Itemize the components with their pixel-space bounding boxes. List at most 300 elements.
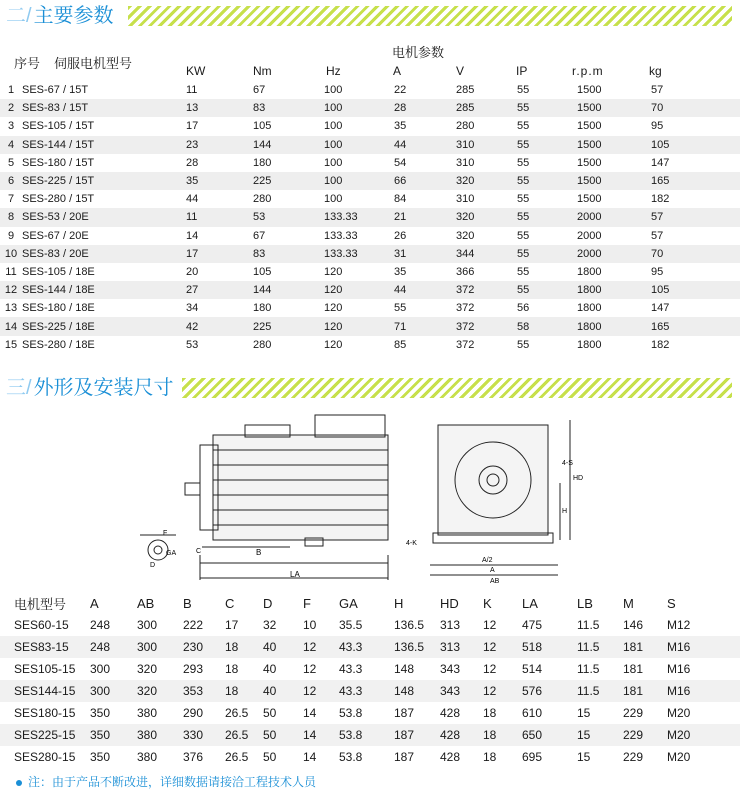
table-cell: 225	[253, 317, 324, 335]
table-cell: 1500	[577, 172, 651, 190]
unit-kg: kg	[649, 64, 662, 78]
table-cell: 181	[623, 636, 667, 658]
table-cell: 350	[90, 706, 111, 720]
table-cell: 43.3	[339, 662, 363, 676]
table-cell: 18	[483, 706, 497, 720]
table-cell: 518	[522, 636, 577, 658]
dimensions-table	[0, 592, 740, 768]
table-row	[0, 190, 740, 208]
table-cell: 320	[456, 229, 475, 242]
dim-ga-label: GA	[166, 550, 177, 557]
table-row	[0, 317, 740, 335]
table-cell: 18	[225, 680, 263, 702]
table-cell: 84	[394, 193, 407, 206]
table-cell: 222	[183, 618, 204, 632]
table-cell: 55	[517, 265, 530, 278]
table-cell: SES-105 / 18E	[22, 265, 95, 278]
table-cell: 15	[577, 724, 623, 746]
table-cell: 300	[90, 662, 111, 676]
table-cell: 320	[456, 172, 517, 190]
table-cell: 120	[324, 265, 343, 278]
table-cell: 85	[394, 338, 407, 351]
table-cell: 55	[517, 136, 577, 154]
table-cell: 310	[456, 136, 517, 154]
unit-kw: KW	[186, 64, 206, 78]
table-cell: 380	[137, 750, 158, 764]
table-cell: 27	[186, 281, 253, 299]
dim-k4-label: 4-K	[406, 540, 417, 547]
table-cell: 40	[263, 662, 277, 676]
table-cell: 353	[183, 680, 225, 702]
column-header: 电机型号	[14, 596, 67, 612]
dim-h-label: H	[562, 508, 568, 515]
table-cell: 34	[186, 302, 199, 315]
table-cell: 55	[517, 156, 530, 169]
table-row	[0, 245, 740, 263]
table-cell: M20	[667, 724, 740, 746]
table-cell: 43.3	[339, 680, 394, 702]
table-cell: 53.8	[339, 706, 363, 720]
table-cell: 330	[183, 724, 225, 746]
table-cell: 7	[7, 193, 15, 206]
table-cell: 1800	[577, 302, 602, 315]
dim-d-label: D	[150, 562, 156, 569]
table-cell: 1800	[577, 338, 602, 351]
table-cell: 2000	[577, 245, 651, 263]
table-cell: 70	[651, 245, 740, 263]
table-cell: 230	[183, 636, 225, 658]
table-cell: 20	[186, 265, 199, 278]
table-cell: 650	[522, 724, 577, 746]
dim-b-label: B	[256, 548, 262, 557]
table-cell: 10	[0, 245, 22, 263]
table-cell: 376	[183, 750, 204, 764]
table-cell: 95	[651, 265, 664, 278]
table-row	[0, 208, 740, 226]
table-cell: 144	[253, 136, 324, 154]
column-header: B	[183, 595, 192, 611]
table-cell: 53	[186, 338, 199, 351]
col-model-header: 伺服电机型号	[54, 56, 133, 71]
table-cell: 14	[303, 724, 339, 746]
motor-body-side	[213, 435, 388, 540]
unit-nm: Nm	[253, 64, 272, 78]
dim-ab-label: AB	[490, 578, 500, 585]
table-cell: 50	[263, 706, 277, 720]
table-cell: 100	[324, 193, 343, 206]
table-cell: 366	[456, 265, 475, 278]
table-cell: 55	[517, 281, 577, 299]
unit-v: V	[456, 64, 465, 78]
table-cell: 31	[394, 245, 456, 263]
table-cell: 12	[483, 680, 522, 702]
table-cell: 576	[522, 680, 577, 702]
table-row	[0, 658, 740, 680]
table-cell: 11.5	[577, 636, 623, 658]
table-cell: 11	[5, 265, 17, 278]
table-cell: SES-280 / 15T	[22, 193, 95, 206]
column-header: GA	[339, 595, 358, 611]
table-cell: 11.5	[577, 662, 600, 676]
table-cell: SES180-15	[14, 706, 76, 720]
table-cell: 100	[324, 136, 394, 154]
table-cell: 6	[0, 172, 22, 190]
table-cell: M20	[667, 750, 691, 764]
table-cell: 14	[0, 317, 22, 335]
column-header: AB	[137, 595, 155, 611]
table-cell: 11	[186, 208, 253, 226]
table-cell: 71	[394, 317, 456, 335]
chevron-decoration	[128, 6, 732, 26]
table-cell: 5	[7, 156, 15, 169]
table-cell: 53.8	[339, 750, 363, 764]
column-header: H	[394, 595, 404, 611]
table-cell: 428	[440, 724, 483, 746]
table-cell: 55	[517, 84, 530, 97]
table-cell: 428	[440, 706, 461, 720]
table-row	[0, 636, 740, 658]
table-cell: 44	[186, 193, 199, 206]
table-cell: 280	[456, 120, 475, 133]
column-header: LB	[577, 595, 593, 611]
table-cell: 55	[517, 99, 577, 117]
table-cell: 182	[651, 193, 670, 206]
table-cell: SES105-15	[14, 662, 76, 676]
table-cell: 14	[303, 706, 317, 720]
unit-a: A	[393, 64, 402, 78]
table-cell: 12	[303, 636, 339, 658]
table-cell: 57	[651, 84, 664, 97]
table-cell: 372	[456, 338, 475, 351]
col-seq-header: 序号	[14, 56, 41, 71]
table-cell: 180	[253, 302, 272, 315]
table-cell: 100	[324, 172, 394, 190]
table-cell: 18	[225, 662, 239, 676]
table-row	[0, 136, 740, 154]
dim-hd-label: HD	[573, 475, 584, 482]
table-cell: SES-67 / 20E	[22, 229, 89, 242]
table-cell: 105	[651, 136, 740, 154]
table-cell: 225	[253, 172, 324, 190]
table-cell: 17	[186, 120, 199, 133]
table-cell: 310	[456, 193, 475, 206]
column-header: LA	[522, 595, 538, 611]
table-cell: 50	[263, 724, 303, 746]
table-cell: 1500	[577, 99, 651, 117]
table-cell: 83	[253, 99, 324, 117]
table-row	[0, 724, 740, 746]
table-row	[0, 172, 740, 190]
table-cell: SES-83 / 20E	[22, 245, 186, 263]
table-cell: 350	[90, 750, 111, 764]
table-cell: 12	[483, 662, 497, 676]
table-cell: 35	[186, 172, 253, 190]
dim-a-label: A	[490, 567, 495, 574]
dim-s4-label: 4-S	[562, 460, 573, 467]
table-cell: SES-225 / 15T	[22, 172, 186, 190]
table-cell: 50	[263, 750, 277, 764]
table-cell: 26	[394, 229, 407, 242]
table-cell: 320	[137, 680, 183, 702]
column-header: M	[623, 595, 634, 611]
table-cell: 136.5	[394, 618, 425, 632]
table-cell: 22	[394, 84, 407, 97]
unit-hz: Hz	[326, 64, 341, 78]
table-cell: 42	[186, 317, 253, 335]
table-cell: 300	[137, 618, 158, 632]
table-cell: SES-105 / 15T	[22, 120, 95, 133]
table-cell: 18	[483, 724, 522, 746]
table-cell: 12	[303, 680, 339, 702]
section-title: 三/ 外形及安装尺寸	[6, 377, 174, 399]
table-cell: 181	[623, 662, 644, 676]
table-cell: 18	[225, 636, 263, 658]
table-cell: 12	[483, 618, 497, 632]
table-cell: 15	[577, 706, 591, 720]
section-header-dimensions	[0, 374, 740, 402]
column-header: HD	[440, 595, 459, 611]
table-cell: 12	[303, 662, 317, 676]
table-cell: 95	[651, 120, 664, 133]
table-cell: 187	[394, 724, 440, 746]
table-cell: 67	[253, 84, 266, 97]
table-cell: 100	[324, 120, 343, 133]
table-cell: 182	[651, 338, 670, 351]
table-cell: 165	[651, 172, 740, 190]
table-cell: 343	[440, 680, 483, 702]
table-cell: 23	[186, 136, 253, 154]
group-header: 电机参数	[392, 45, 445, 60]
table-row	[0, 299, 740, 317]
column-header: K	[483, 595, 492, 611]
section-title-text: 主要参数	[33, 5, 114, 27]
table-cell: 147	[651, 302, 670, 315]
column-header: A	[90, 595, 99, 611]
table-cell: 180	[253, 156, 272, 169]
table-cell: 350	[90, 724, 137, 746]
table-cell: 695	[522, 750, 543, 764]
footnote-text: 注：由于产品不断改进，详细数据请接洽工程技术人员	[28, 775, 317, 789]
table-cell: 28	[186, 156, 199, 169]
table-cell: M16	[667, 636, 740, 658]
table-row	[0, 680, 740, 702]
table-cell: 55	[517, 120, 530, 133]
table-cell: 9	[7, 229, 15, 242]
table-cell: 4	[0, 136, 22, 154]
table-cell: 105	[253, 265, 272, 278]
table-cell: SES144-15	[0, 680, 90, 702]
table-cell: 1800	[577, 317, 651, 335]
table-cell: SES-280 / 18E	[22, 338, 95, 351]
table-cell: 1500	[577, 193, 602, 206]
table-cell: 17	[186, 245, 253, 263]
table-cell: 428	[440, 750, 461, 764]
table-cell: 11.5	[577, 680, 623, 702]
footnote	[16, 773, 316, 790]
table-cell: 148	[394, 680, 440, 702]
table-cell: SES-67 / 15T	[22, 84, 89, 97]
table-cell: 26.5	[225, 724, 263, 746]
table-cell: 83	[253, 245, 324, 263]
table-cell: 120	[324, 317, 394, 335]
table-cell: 55	[517, 172, 577, 190]
table-cell: 100	[324, 99, 394, 117]
table-cell: 17	[225, 618, 239, 632]
table-cell: 14	[303, 750, 317, 764]
table-row	[0, 263, 740, 281]
params-table-header	[0, 38, 740, 80]
table-cell: 15	[4, 338, 18, 351]
table-cell: 11.5	[577, 618, 600, 632]
table-cell: M16	[667, 680, 740, 702]
table-cell: 21	[394, 208, 456, 226]
section-header-params	[0, 2, 740, 30]
table-cell: 136.5	[394, 636, 440, 658]
table-cell: 2000	[577, 208, 651, 226]
table-cell: 165	[651, 317, 740, 335]
table-cell: 1800	[577, 281, 651, 299]
table-cell: SES225-15	[0, 724, 90, 746]
table-cell: 133.33	[324, 208, 394, 226]
table-cell: 344	[456, 245, 517, 263]
table-cell: SES280-15	[14, 750, 76, 764]
table-cell: 229	[623, 724, 667, 746]
table-cell: 100	[324, 156, 343, 169]
column-header: C	[225, 595, 235, 611]
table-cell: 28	[394, 99, 456, 117]
table-row	[0, 81, 740, 99]
table-cell: 133.33	[324, 229, 358, 242]
table-cell: 380	[137, 724, 183, 746]
table-cell: 55	[517, 229, 530, 242]
table-cell: 55	[517, 193, 530, 206]
table-cell: SES-83 / 15T	[22, 99, 186, 117]
table-cell: 120	[324, 302, 343, 315]
table-cell: 146	[623, 618, 644, 632]
table-cell: 12	[483, 636, 522, 658]
table-cell: SES-144 / 18E	[22, 281, 186, 299]
table-row	[0, 702, 740, 724]
table-cell: 105	[253, 120, 272, 133]
table-cell: 229	[623, 706, 644, 720]
table-cell: 43.3	[339, 636, 394, 658]
table-cell: SES-180 / 18E	[22, 302, 95, 315]
motor-dimension-drawing	[130, 405, 590, 585]
table-cell: SES83-15	[0, 636, 90, 658]
table-cell: 313	[440, 618, 461, 632]
table-cell: 300	[90, 680, 137, 702]
table-cell: 55	[394, 302, 407, 315]
table-cell: 187	[394, 750, 415, 764]
table-cell: 514	[522, 662, 543, 676]
bullet-icon	[16, 780, 22, 786]
table-cell: 44	[394, 136, 456, 154]
unit-ip: IP	[516, 64, 528, 78]
table-cell: 10	[303, 618, 317, 632]
table-cell: 610	[522, 706, 543, 720]
table-cell: 15	[577, 750, 591, 764]
section-title-text: 外形及安装尺寸	[33, 377, 174, 399]
table-cell: 372	[456, 302, 475, 315]
table-cell: 248	[90, 636, 137, 658]
table-cell: 26.5	[225, 706, 249, 720]
table-row	[0, 99, 740, 117]
section-number: 二	[6, 5, 26, 27]
table-cell: 313	[440, 636, 483, 658]
table-row	[0, 154, 740, 172]
table-cell: 55	[517, 338, 530, 351]
table-cell: 181	[623, 680, 667, 702]
table-cell: 229	[623, 750, 644, 764]
table-cell: M12	[667, 618, 691, 632]
table-cell: 18	[483, 750, 497, 764]
table-cell: 44	[394, 281, 456, 299]
table-cell: 320	[137, 662, 158, 676]
table-cell: 2	[0, 99, 22, 117]
table-cell: 56	[517, 302, 530, 315]
table-cell: 285	[456, 99, 517, 117]
table-cell: 40	[263, 636, 303, 658]
table-cell: 290	[183, 706, 204, 720]
table-cell: 26.5	[225, 750, 249, 764]
dim-a2-label: A/2	[482, 557, 493, 564]
table-cell: 120	[324, 338, 343, 351]
dim-la-label: LA	[290, 570, 300, 579]
table-cell: 55	[517, 208, 577, 226]
table-cell: 343	[440, 662, 461, 676]
table-cell: 8	[0, 208, 22, 226]
table-cell: 40	[263, 680, 303, 702]
table-cell: 35	[394, 120, 407, 133]
table-cell: 1500	[577, 136, 651, 154]
table-cell: 120	[324, 281, 394, 299]
table-cell: 148	[394, 662, 415, 676]
table-cell: SES-144 / 15T	[22, 136, 186, 154]
table-cell: 280	[253, 193, 272, 206]
table-row	[0, 614, 740, 636]
dim-c-label: C	[196, 548, 202, 555]
table-cell: 32	[263, 618, 277, 632]
section-number: 三	[6, 377, 26, 399]
fan-cover	[315, 415, 385, 437]
table-cell: 13	[186, 99, 253, 117]
table-cell: 187	[394, 706, 415, 720]
table-cell: 380	[137, 706, 158, 720]
table-row	[0, 746, 740, 768]
table-cell: 320	[456, 208, 517, 226]
table-row	[0, 336, 740, 354]
table-cell: 475	[522, 618, 543, 632]
column-header: D	[263, 595, 273, 611]
table-cell: 66	[394, 172, 456, 190]
table-cell: SES-53 / 20E	[22, 208, 186, 226]
table-cell: 54	[394, 156, 407, 169]
chevron-decoration	[182, 378, 732, 398]
dim-f-label: F	[163, 530, 168, 537]
table-cell: 58	[517, 317, 577, 335]
table-cell: 1800	[577, 265, 602, 278]
table-cell: 280	[253, 338, 272, 351]
table-cell: 13	[4, 302, 18, 315]
table-cell: 35.5	[339, 618, 363, 632]
table-cell: 147	[651, 156, 670, 169]
shaft-side	[185, 483, 200, 495]
table-cell: 372	[456, 281, 517, 299]
table-cell: M16	[667, 662, 691, 676]
table-cell: 55	[517, 245, 577, 263]
column-header: S	[667, 595, 676, 611]
table-cell: 57	[651, 229, 664, 242]
